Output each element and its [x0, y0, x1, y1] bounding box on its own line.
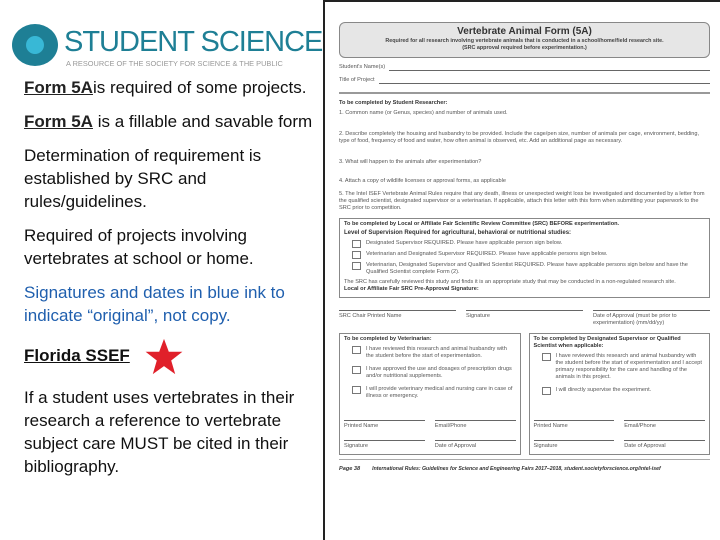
vet-email-label: Email/Phone: [435, 420, 516, 430]
logo-tagline: A RESOURCE OF THE SOCIETY FOR SCIENCE & THE PUBLIC: [66, 59, 283, 68]
question-2: 2. Describe completely the housing and husbandry to be provided. Include the cage/pen size, number of animals per cage, environment, bedding, type of food, frequency of food and water, how often animal is observed, etc. Add an additional page as necessary.: [339, 131, 700, 144]
question-4: 4. Attach a copy of wildlife licenses or approval forms, as applicable: [339, 178, 506, 184]
bullet-6: [24, 338, 316, 375]
supervisor-heading: To be completed by Designated Supervisor or Qualified Scientist when applicable:: [533, 336, 681, 349]
vet-date-label: Date of Approval: [435, 440, 516, 450]
bullet-1: [24, 76, 316, 99]
supervisor-option-2: I will directly supervise the experiment.: [555, 387, 652, 393]
vet-option-1: I have reviewed this research and animal husbandry with the student before the start of experimentation.: [366, 346, 507, 359]
preapproval-label: Local or Affiliate Fair SRC Pre-Approval Signature:: [344, 286, 479, 292]
src-section: [339, 218, 710, 298]
ds-printed-name-label: Printed Name: [534, 420, 615, 430]
student-name-field[interactable]: [389, 65, 710, 71]
checkbox-ds2[interactable]: [542, 387, 551, 395]
bullet-4: Required of projects involving vertebrates at school or home.: [24, 226, 254, 268]
option-1: Designated Supervisor REQUIRED. Please have applicable person sign below.: [366, 240, 563, 246]
option-2: Veterinarian and Designated Supervisor REQUIRED. Please have applicable persons sign below.: [366, 251, 608, 257]
bullet-3: Determination of requirement is established by SRC and rules/guidelines.: [24, 146, 262, 211]
checkbox-vet3[interactable]: [352, 386, 361, 394]
form-title: Vertebrate Animal Form (5A): [457, 26, 592, 37]
vet-printed-name-label: Printed Name: [344, 420, 425, 430]
bullet-5: Signatures and dates in blue ink to indicate “original”, not copy.: [24, 283, 285, 325]
bullet-7: If a student uses vertebrates in their research a reference to vertebrate subject care MUST be cited in their bibliography.: [24, 388, 295, 476]
checkbox-opt2[interactable]: [352, 251, 361, 259]
bullet-text: is required of some projects.: [92, 78, 307, 97]
form-subtitle: Required for all research involving vertebrate animals that is conducted in a school/home/field research site.: [385, 38, 664, 44]
vet-option-2: I have approved the use and dosages of prescription drugs and/or nutritional supplements.: [366, 366, 512, 379]
star-icon: [144, 338, 184, 375]
form-header: [339, 22, 710, 58]
date-approval-label: Date of Approval (must be prior to experimentation) (mm/dd/yy): [593, 310, 710, 327]
option-3: Veterinarian, Designated Supervisor and Qualified Scientist REQUIRED. Please have applicable persons sign below and have the Qualified Scientist complete Form (2).: [366, 262, 688, 275]
florida-ssef-link[interactable]: Florida SSEF: [24, 345, 130, 365]
vet-option-3: I will provide veterinary medical and nursing care in case of illness or emergency.: [366, 386, 513, 399]
form-subtitle: (SRC approval required before experimentation.): [462, 45, 587, 51]
checkbox-opt1[interactable]: [352, 240, 361, 248]
ds-email-label: Email/Phone: [624, 420, 705, 430]
vet-heading: To be completed by Veterinarian:: [344, 336, 432, 342]
checkbox-ds1[interactable]: [542, 353, 551, 361]
bullet-list: [24, 76, 316, 489]
ds-signature-label: Signature: [534, 440, 615, 450]
src-chair-label: SRC Chair Printed Name: [339, 310, 456, 327]
src-heading: To be completed by Local or Affiliate Fair Scientific Review Committee (SRC) BEFORE experimentation.: [344, 221, 620, 227]
footer-text: International Rules: Guidelines for Science and Engineering Fairs 2017–2018, student.societyforscience.org/intel-isef: [372, 466, 661, 472]
supervisor-section: [529, 333, 711, 455]
bullet-text: is a fillable and savable form: [92, 112, 313, 131]
project-title-field[interactable]: [379, 78, 710, 84]
form-5a-link[interactable]: Form 5A: [24, 78, 93, 97]
footer-page: Page 38: [339, 466, 361, 472]
src-statement: The SRC has carefully reviewed this study and finds it is an appropriate study that may be conducted in a non-regulated research site.: [344, 279, 676, 285]
vet-section: [339, 333, 521, 455]
bullet-2: [24, 110, 316, 133]
form-5a-link[interactable]: Form 5A: [24, 112, 93, 131]
logo-name: STUDENT SCIENCE: [64, 26, 323, 58]
signature-label: Signature: [466, 310, 583, 327]
vet-signature-label: Signature: [344, 440, 425, 450]
project-title-label: Title of Project: [339, 77, 375, 83]
checkbox-opt3[interactable]: [352, 262, 361, 270]
form-5a-image: [323, 0, 720, 540]
ds-date-label: Date of Approval: [624, 440, 705, 450]
question-5: 5. The Intel ISEF Vertebrate Animal Rules require that any death, illness or unexpected weight loss be investigated and documented by a letter from the qualified scientist, designated supervisor or a veterinarian. If applicable, attach this letter with this form when submitting your paperwork to the SRC prior to competition.: [339, 191, 705, 211]
question-3: 3. What will happen to the animals after experimentation?: [339, 159, 482, 165]
checkbox-vet1[interactable]: [352, 346, 361, 354]
student-heading: To be completed by Student Researcher:: [339, 100, 448, 106]
student-science-logo: [8, 20, 323, 72]
level-heading: Level of Supervision Required for agricultural, behavioral or nutritional studies:: [344, 230, 572, 236]
checkbox-vet2[interactable]: [352, 366, 361, 374]
question-1: 1. Common name (or Genus, species) and number of animals used.: [339, 110, 508, 116]
supervisor-option-1: I have reviewed this research and animal husbandry with the student before the start of experimentation and I accept primary responsibility for the care and handling of the animals in this project.: [555, 353, 702, 380]
student-name-label: Student's Name(s): [339, 64, 386, 70]
logo-icon: [12, 24, 58, 66]
